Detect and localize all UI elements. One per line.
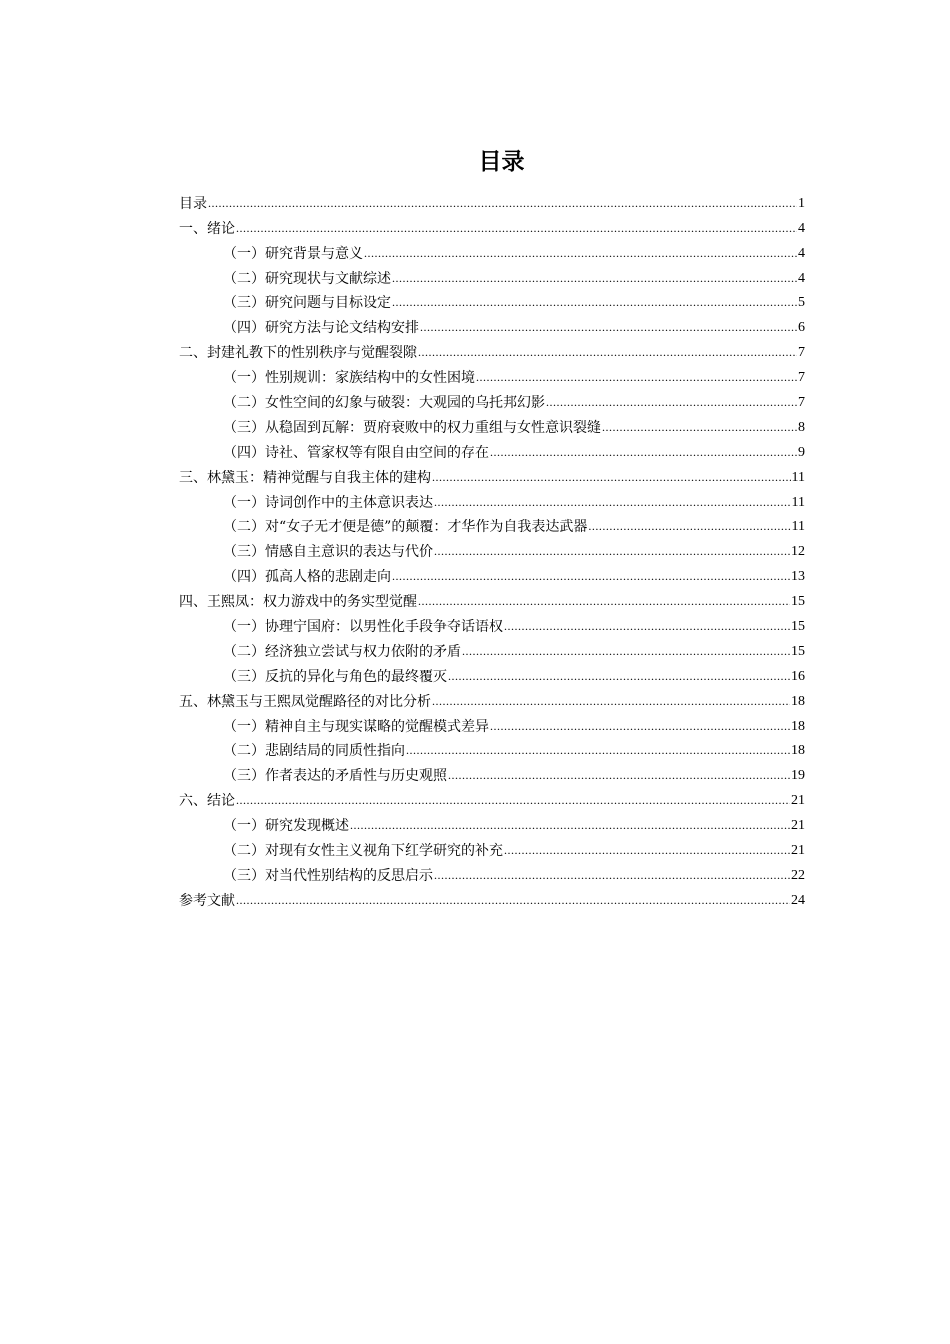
toc-entry[interactable] — [179, 786, 805, 811]
toc-entry[interactable] — [179, 637, 805, 662]
toc-entry-page-number: 7 — [798, 395, 805, 411]
toc-entry-page-number: 7 — [798, 345, 805, 361]
toc-entry[interactable] — [179, 289, 805, 314]
toc-entry-page-number: 4 — [798, 220, 805, 236]
toc-entry[interactable] — [179, 662, 805, 687]
toc-entry-page-number: 15 — [791, 619, 805, 635]
toc-dot-leader — [392, 270, 797, 286]
toc-entry-page-number: 24 — [791, 892, 805, 908]
toc-dot-leader — [208, 195, 797, 211]
toc-dot-leader — [448, 767, 790, 783]
toc-entry[interactable] — [179, 886, 805, 911]
toc-dot-leader — [406, 742, 790, 758]
toc-dot-leader — [434, 867, 790, 883]
toc-entry-page-number: 11 — [791, 494, 805, 510]
toc-dot-leader — [236, 792, 790, 808]
toc-dot-leader — [392, 568, 790, 584]
toc-entry-text: （二）悲剧结局的同质性指向 — [223, 743, 405, 760]
toc-entry-page-number: 7 — [798, 370, 805, 386]
toc-entry[interactable] — [179, 189, 805, 214]
toc-entry[interactable] — [179, 562, 805, 587]
toc-dot-leader — [448, 668, 790, 684]
toc-entry[interactable] — [179, 836, 805, 861]
toc-dot-leader — [364, 245, 797, 261]
toc-entry-page-number: 21 — [791, 843, 805, 859]
toc-entry[interactable] — [179, 737, 805, 762]
toc-entry-text: （三）反抗的异化与角色的最终覆灭 — [223, 668, 447, 685]
toc-entry[interactable] — [179, 313, 805, 338]
toc-dot-leader — [588, 518, 790, 534]
toc-entry-text: （二）对“女子无才便是德”的颠覆：才华作为自我表达武器 — [223, 519, 588, 536]
toc-entry[interactable] — [179, 239, 805, 264]
toc-entry-page-number: 21 — [791, 818, 805, 834]
toc-entry[interactable] — [179, 388, 805, 413]
toc-dot-leader — [418, 344, 797, 360]
toc-dot-leader — [504, 618, 790, 634]
toc-entry-text: （二）经济独立尝试与权力依附的矛盾 — [223, 643, 461, 660]
toc-entry[interactable] — [179, 488, 805, 513]
toc-entry-text: 四、王熙凤：权力游戏中的务实型觉醒 — [179, 594, 417, 611]
toc-entry-page-number: 16 — [791, 668, 805, 684]
toc-dot-leader — [546, 394, 797, 410]
toc-entry-page-number: 21 — [791, 793, 805, 809]
toc-entry-page-number: 18 — [791, 718, 805, 734]
toc-entry[interactable] — [179, 264, 805, 289]
toc-entry-text: 六、结论 — [179, 793, 235, 810]
toc-entry[interactable] — [179, 687, 805, 712]
toc-entry-text: （三）从稳固到瓦解：贾府衰败中的权力重组与女性意识裂缝 — [223, 419, 601, 436]
toc-entry-text: （一）研究发现概述 — [223, 818, 349, 835]
toc-entry[interactable] — [179, 463, 805, 488]
toc-entry-page-number: 11 — [791, 469, 805, 485]
toc-dot-leader — [418, 593, 790, 609]
toc-dot-leader — [236, 892, 790, 908]
toc-entry-page-number: 5 — [798, 295, 805, 311]
toc-dot-leader — [420, 319, 797, 335]
toc-dot-leader — [504, 842, 790, 858]
toc-entry-page-number: 9 — [798, 444, 805, 460]
toc-dot-leader — [392, 294, 797, 310]
toc-entry[interactable] — [179, 214, 805, 239]
toc-entry-page-number: 8 — [798, 419, 805, 435]
toc-dot-leader — [490, 718, 790, 734]
toc-entry-text: （一）协理宁国府：以男性化手段争夺话语权 — [223, 619, 503, 636]
toc-list — [179, 189, 805, 911]
toc-entry[interactable] — [179, 587, 805, 612]
toc-entry-text: 五、林黛玉与王熙凤觉醒路径的对比分析 — [179, 693, 431, 710]
toc-entry-text: （二）研究现状与文献综述 — [223, 270, 391, 287]
toc-entry-text: （四）孤高人格的悲剧走向 — [223, 569, 391, 586]
toc-entry-text: （三）对当代性别结构的反思启示 — [223, 867, 433, 884]
toc-entry-page-number: 15 — [791, 594, 805, 610]
toc-entry[interactable] — [179, 761, 805, 786]
toc-entry-page-number: 18 — [791, 693, 805, 709]
toc-entry-text: （三）研究问题与目标设定 — [223, 295, 391, 312]
toc-entry[interactable] — [179, 537, 805, 562]
toc-entry-text: （三）情感自主意识的表达与代价 — [223, 544, 433, 561]
toc-entry[interactable] — [179, 861, 805, 886]
toc-entry-page-number: 22 — [791, 867, 805, 883]
toc-entry-text: （四）诗社、管家权等有限自由空间的存在 — [223, 444, 489, 461]
toc-dot-leader — [434, 494, 791, 510]
toc-dot-leader — [432, 693, 790, 709]
toc-entry-text: 二、封建礼教下的性别秩序与觉醒裂隙 — [179, 345, 417, 362]
toc-dot-leader — [236, 220, 797, 236]
toc-dot-leader — [476, 369, 797, 385]
toc-entry-text: 参考文献 — [179, 892, 235, 909]
toc-entry-page-number: 4 — [798, 245, 805, 261]
toc-dot-leader — [602, 419, 797, 435]
toc-entry-text: （二）女性空间的幻象与破裂：大观园的乌托邦幻影 — [223, 395, 545, 412]
toc-dot-leader — [462, 643, 790, 659]
toc-entry[interactable] — [179, 438, 805, 463]
page-title: 目录 — [478, 149, 525, 175]
toc-entry-text: 三、林黛玉：精神觉醒与自我主体的建构 — [179, 469, 431, 486]
toc-entry-text: （三）作者表达的矛盾性与历史观照 — [223, 768, 447, 785]
toc-entry-text: 目录 — [179, 195, 207, 212]
toc-entry[interactable] — [179, 338, 805, 363]
toc-entry-page-number: 11 — [791, 519, 805, 535]
toc-entry[interactable] — [179, 363, 805, 388]
toc-entry-page-number: 4 — [798, 270, 805, 286]
toc-entry[interactable] — [179, 712, 805, 737]
toc-dot-leader — [434, 543, 790, 559]
toc-entry-text: （一）性别规训：家族结构中的女性困境 — [223, 370, 475, 387]
toc-dot-leader — [490, 444, 797, 460]
toc-entry[interactable] — [179, 811, 805, 836]
toc-entry[interactable] — [179, 612, 805, 637]
toc-entry-page-number: 12 — [791, 544, 805, 560]
toc-dot-leader — [350, 817, 790, 833]
toc-entry-text: （四）研究方法与论文结构安排 — [223, 320, 419, 337]
toc-entry-page-number: 13 — [791, 569, 805, 585]
toc-entry[interactable] — [179, 513, 805, 538]
toc-entry-page-number: 15 — [791, 643, 805, 659]
toc-entry-page-number: 6 — [798, 320, 805, 336]
toc-entry[interactable] — [179, 413, 805, 438]
toc-entry-text: （一）精神自主与现实谋略的觉醒模式差异 — [223, 718, 489, 735]
toc-dot-leader — [432, 469, 791, 485]
toc-entry-page-number: 19 — [791, 768, 805, 784]
toc-entry-text: （一）诗词创作中的主体意识表达 — [223, 494, 433, 511]
toc-entry-text: 一、绪论 — [179, 220, 235, 237]
toc-entry-text: （二）对现有女性主义视角下红学研究的补充 — [223, 843, 503, 860]
toc-entry-page-number: 1 — [798, 195, 805, 211]
toc-entry-page-number: 18 — [791, 743, 805, 759]
toc-entry-text: （一）研究背景与意义 — [223, 245, 363, 262]
